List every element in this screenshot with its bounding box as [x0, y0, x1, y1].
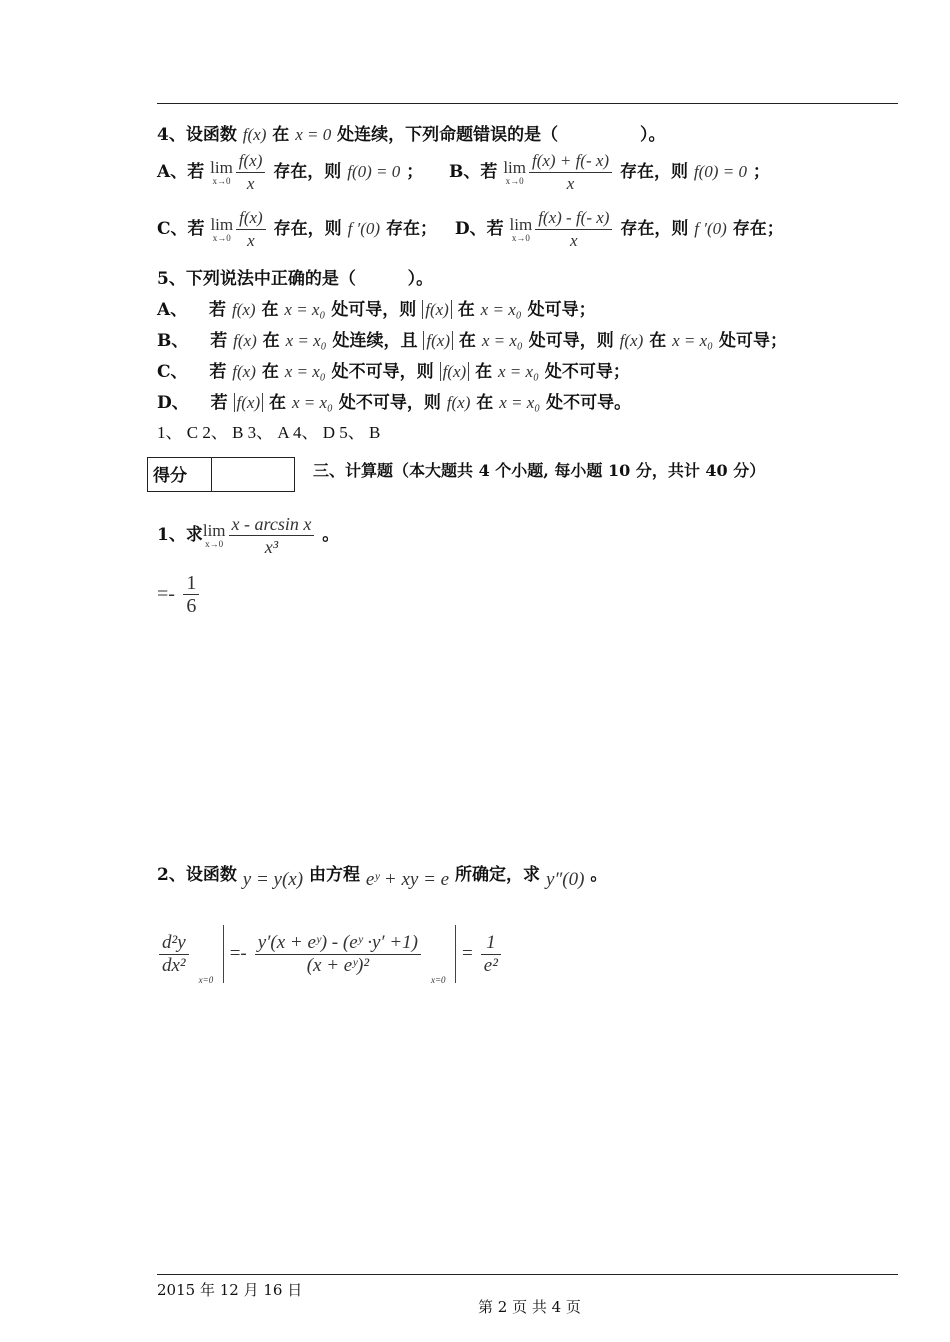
q5-option-d [157, 388, 631, 413]
q5-b-pt3: x = x₀ [672, 331, 714, 350]
q5-b-t2: 处可导，则 [528, 331, 614, 351]
eval-sub: x=0 [198, 975, 214, 985]
p2-lhs-frac [159, 932, 189, 977]
eval-sub: x=0 [430, 975, 446, 985]
p1-ans-prefix: =- [157, 583, 175, 605]
q5-b-fx: f(x) [233, 331, 257, 350]
q4-d-label: D、若 [454, 219, 504, 239]
q4-option-ab [157, 150, 770, 195]
q4-at: 在 [272, 125, 290, 145]
p2-t2: 所确定，求 [455, 865, 541, 885]
q4-b-label: B、若 [449, 162, 498, 182]
q4-b-exist: 存在，则 [620, 162, 688, 182]
q4-d-result: f ′(0) [694, 219, 727, 238]
p2-eval-bar-2 [427, 925, 456, 983]
q5-c-zai2: 在 [475, 362, 493, 382]
p2-end: 。 [590, 865, 608, 885]
q5-option-a [157, 295, 596, 320]
q4-stem [157, 120, 666, 145]
q5-d-fx: f(x) [446, 393, 471, 412]
q5-c-label: C、 [157, 362, 188, 382]
q4-option-cd [157, 207, 784, 252]
top-rule [157, 103, 898, 104]
q5-d-ruo: 若 [210, 393, 228, 413]
q5-d-t1: 处不可导，则 [338, 393, 441, 413]
q4-c-label: C、若 [157, 219, 205, 239]
q5-d-zai: 在 [269, 393, 287, 413]
q5-a-pt2: x = x₀ [480, 300, 522, 319]
lim-sub: x→0 [511, 233, 530, 243]
q5-b-label: B、 [157, 331, 189, 351]
frac-num: d²y [159, 932, 189, 955]
q5-a-abs: f(x) [422, 300, 452, 319]
p2-rhs-frac [255, 932, 421, 977]
p2-solution [157, 925, 503, 983]
p2-prefix: 2、设函数 [157, 865, 237, 885]
frac-den: e² [483, 954, 498, 976]
q5-b-pt2: x = x₀ [481, 331, 523, 350]
q5-b-t3: 处可导； [719, 331, 788, 351]
q4-c-result: f ′(0) [347, 219, 381, 238]
q5-c-pt: x = x₀ [284, 362, 326, 381]
q5-b-fx3: f(x) [619, 331, 644, 350]
lim-text: lim [202, 521, 226, 540]
q5-c-ruo: 若 [209, 362, 227, 382]
lim-sub: x→0 [505, 176, 524, 186]
q5-b-zai3: 在 [649, 331, 667, 351]
q4-mid: 处连续，下列命题错误的是（ [337, 125, 559, 145]
q4-c-lim [210, 216, 233, 243]
q5-stem-text: 5、下列说法中正确的是（ [157, 269, 356, 289]
lim-text: lim [509, 215, 533, 234]
q4-b-result: f(0) = 0 [693, 162, 747, 181]
p2-question [157, 860, 607, 891]
q5-a-zai2: 在 [457, 300, 475, 320]
q4-a-lim [210, 159, 233, 186]
q5-a-t1: 处可导，则 [331, 300, 417, 320]
page-number: 第 2 页 共 4 页 [478, 1298, 581, 1316]
q4-d-lim [510, 216, 533, 243]
q5-option-c [157, 357, 630, 382]
q4-b-frac [529, 150, 612, 195]
q5-d-label: D、 [157, 393, 189, 413]
footer-date: 2015 年 12 月 16 日 [157, 1281, 303, 1299]
frac-num: f(x) + f(- x) [529, 150, 612, 173]
q4-c-exist-only: 存在； [386, 219, 437, 239]
q5-a-t2: 处可导； [527, 300, 596, 320]
frac-den: x [570, 231, 578, 250]
q4-a-exist: 存在，则 [273, 162, 342, 182]
q5-c-fx: f(x) [232, 362, 256, 381]
q4-d-exist-only: 存在； [732, 219, 784, 239]
p1-lim [203, 522, 226, 549]
q5-end: ）。 [407, 269, 434, 289]
q5-c-abs: f(x) [440, 362, 470, 381]
q5-a-label: A、 [157, 300, 188, 320]
q5-d-pt2: x = x₀ [499, 393, 541, 412]
frac-num: y′(x + eʸ) - (eʸ ·y′ +1) [255, 932, 421, 955]
q5-b-zai: 在 [262, 331, 280, 351]
p2-result-frac [481, 932, 501, 977]
q5-c-t1: 处不可导，则 [331, 362, 434, 382]
p2-eq2: = [462, 943, 473, 964]
q4-c-frac [236, 207, 266, 252]
q5-option-b [157, 326, 787, 351]
q4-b-lim [503, 159, 526, 186]
q5-a-fx: f(x) [231, 300, 256, 319]
q5-b-pt: x = x₀ [285, 331, 327, 350]
frac-num: f(x) [236, 150, 266, 173]
frac-num: f(x) - f(- x) [535, 207, 612, 230]
q4-a-frac [236, 150, 266, 195]
frac-den: dx² [162, 954, 186, 976]
lim-text: lim [210, 215, 234, 234]
q4-fx: f(x) [242, 125, 267, 144]
q5-a-ruo: 若 [209, 300, 227, 320]
p2-eval-bar-1 [195, 925, 224, 983]
q5-stem [157, 264, 433, 289]
frac-den: (x + eʸ)² [306, 954, 370, 976]
q5-a-pt: x = x₀ [284, 300, 326, 319]
lim-sub: x→0 [212, 233, 231, 243]
q5-b-zai2: 在 [458, 331, 476, 351]
bottom-rule [157, 1274, 898, 1275]
q5-d-t2: 处不可导。 [546, 393, 632, 413]
q4-end: ）。 [640, 125, 666, 145]
frac-den: x [247, 231, 255, 250]
q4-a-result: f(0) = 0 [347, 162, 401, 181]
q5-c-t2: 处不可导； [544, 362, 630, 382]
p1-question [157, 513, 339, 558]
p1-end: 。 [322, 525, 340, 545]
p1-ans-frac [183, 572, 199, 617]
frac-den: x [566, 174, 575, 193]
q4-d-exist: 存在，则 [620, 219, 689, 239]
lim-sub: x→0 [212, 176, 231, 186]
p2-eq-sign: =- [229, 943, 247, 964]
answers-line: 1、 C 2、 B 3、 A 4、 D 5、 B [157, 423, 381, 442]
p2-func: y = y(x) [242, 869, 304, 890]
q5-b-t1: 处连续，且 [332, 331, 418, 351]
q5-b-abs: f(x) [423, 331, 453, 350]
frac-num: x - arcsin x [229, 513, 315, 536]
q4-b-semi: ； [752, 162, 770, 182]
q4-c-exist: 存在，则 [273, 219, 342, 239]
frac-num: 1 [481, 932, 501, 955]
q5-c-pt2: x = x₀ [498, 362, 539, 381]
score-value-field[interactable] [214, 458, 294, 491]
p2-t1: 由方程 [308, 865, 360, 885]
q4-cond: x = 0 [295, 125, 332, 144]
lim-text: lim [210, 158, 233, 177]
frac-den: x [246, 174, 255, 193]
section3-title: 三、计算题（本大题共 4 个小题, 每小题 10 分，共计 40 分） [313, 461, 766, 480]
lim-text: lim [503, 158, 526, 177]
q5-c-zai: 在 [261, 362, 279, 382]
q4-a-label: A、若 [157, 162, 205, 182]
q5-d-abs: f(x) [234, 393, 264, 412]
q4-d-frac [535, 207, 612, 252]
q5-d-pt: x = x₀ [291, 393, 333, 412]
frac-num: f(x) [236, 207, 266, 230]
q5-d-zai2: 在 [476, 393, 494, 413]
score-box [147, 457, 295, 492]
p1-answer [157, 572, 201, 617]
frac-num: 1 [183, 572, 199, 595]
p2-eq: eʸ + xy = e [365, 869, 450, 890]
q4-stem-text: 4、设函数 [157, 125, 237, 145]
p2-target: y″(0) [545, 869, 585, 890]
q4-a-semi: ； [406, 162, 424, 182]
q5-b-ruo: 若 [210, 331, 228, 351]
p1-frac [229, 513, 315, 558]
p1-prefix: 1、求 [157, 525, 203, 545]
frac-den: 6 [186, 595, 197, 617]
q5-a-zai: 在 [261, 300, 279, 320]
frac-den: x³ [264, 537, 279, 557]
lim-sub: x→0 [205, 539, 224, 549]
score-label: 得分 [148, 458, 212, 491]
